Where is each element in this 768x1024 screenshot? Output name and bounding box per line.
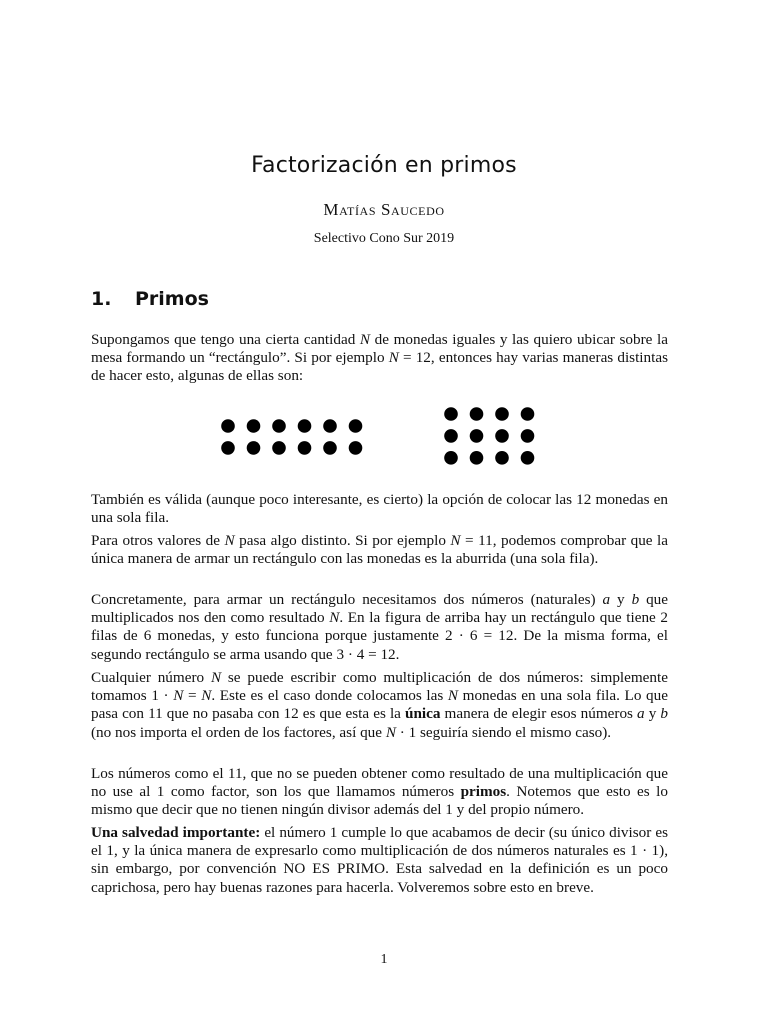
coin (221, 419, 235, 433)
coin (272, 419, 286, 433)
coin (521, 429, 535, 443)
paragraph-caveat: Una salvedad importante: el número 1 cumple lo que acabamos de decir (su único divisor es el 1, y la única manera de expresarlo como multiplicación de dos números naturales es 1 · 1), sin embargo, por convención NO ES PRIMO. Esta salvedad en la definición es un poco caprichosa, pero hay buenas razones para hacerla. Volveremos sobre esto en breve. (91, 824, 668, 896)
section-number: 1. (91, 288, 112, 310)
coin (470, 451, 484, 465)
coin (272, 441, 286, 455)
paragraph-intro: Supongamos que tengo una cierta cantidad N de monedas iguales y las quiero ubicar sobre la mesa formando un “rectángulo”. Si por ejemplo N = 12, entonces hay varias maneras distintas de hacer esto, algunas de ellas son: (91, 331, 668, 385)
coin (349, 419, 363, 433)
coin (521, 407, 535, 421)
coin (470, 429, 484, 443)
coin (221, 441, 235, 455)
coin (323, 441, 337, 455)
coin-rectangles-figure (210, 400, 550, 472)
coin (298, 441, 312, 455)
document-title: Factorización en primos (251, 153, 517, 178)
section-title: Primos (135, 288, 209, 310)
coin (349, 441, 363, 455)
paragraph-one-row: También es válida (aunque poco interesante, es cierto) la opción de colocar las 12 monedas en una sola fila. (91, 491, 668, 527)
author-name: Matías Saucedo (323, 200, 445, 219)
paragraph-primes-definition: Los números como el 11, que no se pueden obtener como resultado de una multiplicación que no use al 1 como factor, son los que llamamos números primos. Notemos que esto es lo mismo que decir que no tienen ningún divisor además del 1 y del propio número. (91, 765, 668, 819)
page-number: 1 (380, 952, 388, 967)
coin (470, 407, 484, 421)
coin (495, 451, 509, 465)
section-heading (91, 288, 209, 310)
coin (495, 429, 509, 443)
paragraph-concretely: Concretamente, para armar un rectángulo necesitamos dos números (naturales) a y b que multiplicados nos den como resultado N. En la figura de arriba hay un rectángulo que tiene 2 filas de 6 monedas, y esto funciona porque justamente 2 · 6 = 12. De la misma forma, el segundo rectángulo se arma usando que 3 · 4 = 12. (91, 591, 669, 663)
coin (247, 419, 261, 433)
coin-rectangle-2 (444, 407, 534, 464)
coin (521, 451, 535, 465)
coin (444, 407, 458, 421)
coin (495, 407, 509, 421)
coin (247, 441, 261, 455)
paragraph-any-number: Cualquier número N se puede escribir como multiplicación de dos números: simplemente tomamos 1 · N = N. Este es el caso donde colocamos las N monedas en una sola fila. Lo que pasa con 11 que no pasaba con 12 es que esta es la única manera de elegir esos números a y b (no nos importa el orden de los factores, así que N · 1 seguiría siendo el mismo caso). (91, 669, 668, 741)
coin (444, 429, 458, 443)
coin (444, 451, 458, 465)
paragraph-eleven: Para otros valores de N pasa algo distinto. Si por ejemplo N = 11, podemos comprobar que la única manera de armar un rectángulo con las monedas es la aburrida (una sola fila). (91, 532, 668, 568)
coin (298, 419, 312, 433)
coin (323, 419, 337, 433)
event-name: Selectivo Cono Sur 2019 (313, 231, 455, 246)
coin-rectangle-1 (221, 419, 362, 455)
